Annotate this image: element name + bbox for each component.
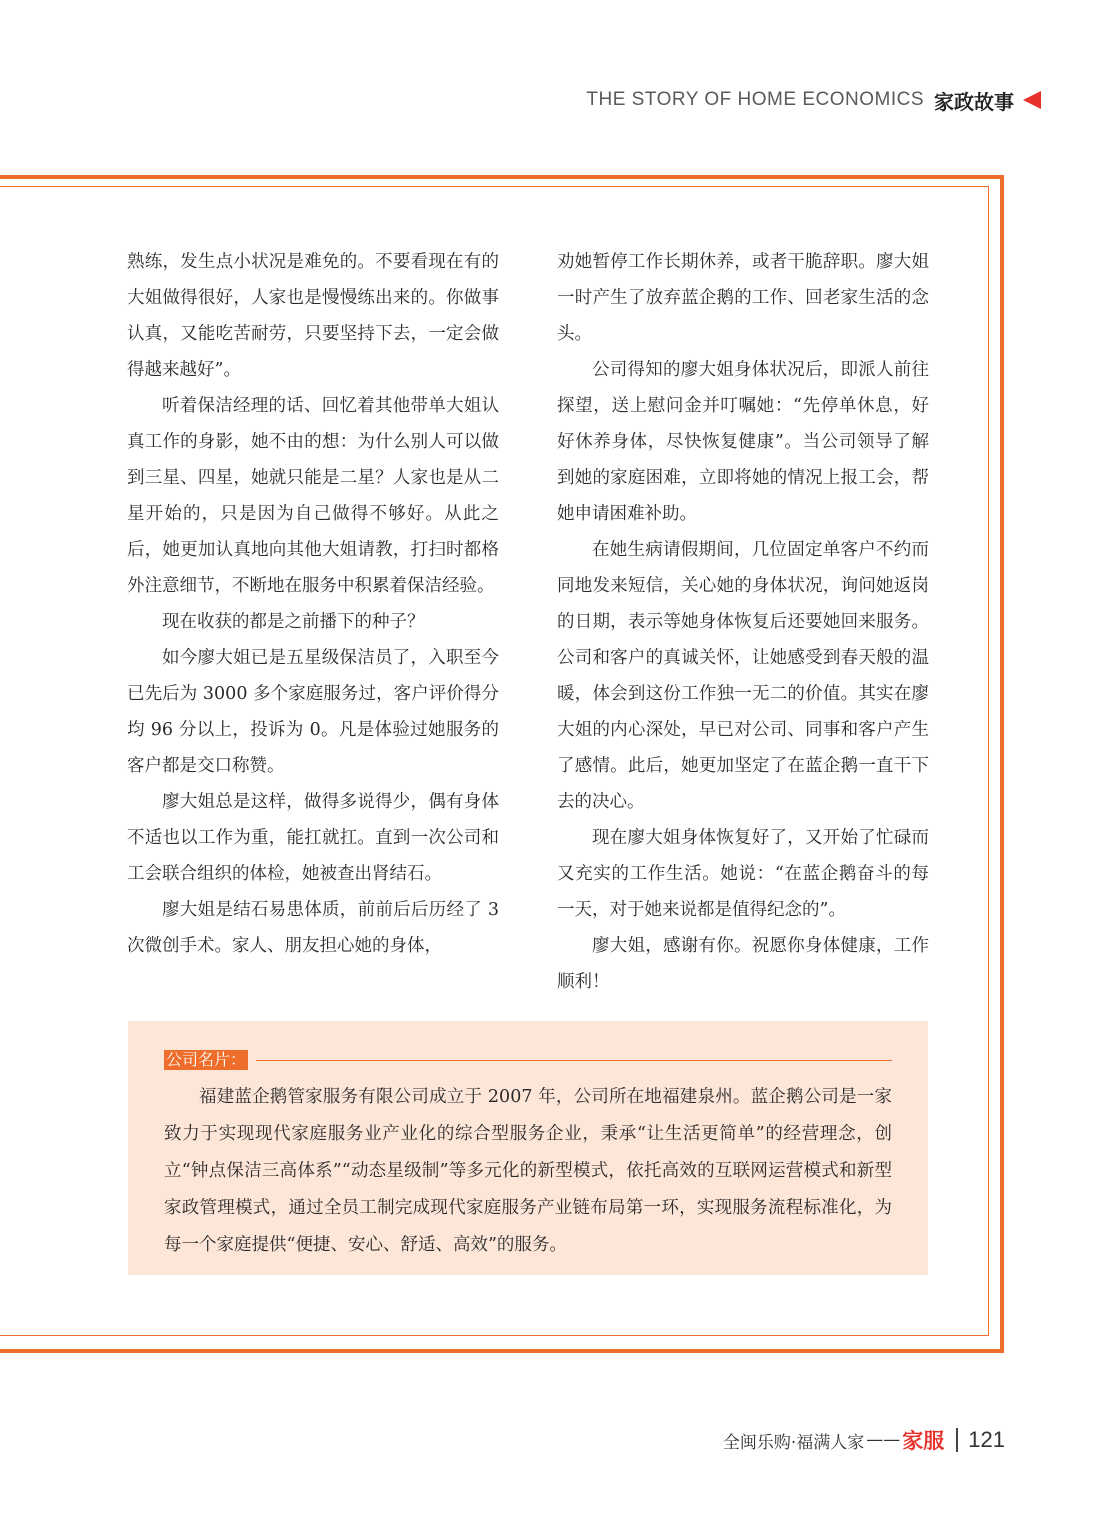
page-number: 121 xyxy=(968,1427,1005,1452)
company-card-body: 福建蓝企鹅管家服务有限公司成立于 2007 年，公司所在地福建泉州。蓝企鹅公司是一家致力于实现现代家庭服务业产业化的综合型服务企业，秉承“让生活更简单”的经营理念，创立“钟点保洁三高体系”“动态星级制”等多元化的新型模式，依托高效的互联网运营模式和新型家政管理模式，通过全员工制完成现代家庭服务产业链布局第一环，实现服务流程标准化，为每一个家庭提供“便捷、安心、舒适、高效”的服务。 xyxy=(164,1087,892,1255)
article-left-column xyxy=(127,244,499,964)
page-footer xyxy=(723,1424,1005,1456)
footer-slogan: 全闽乐购·福满人家 xyxy=(722,1432,865,1453)
paragraph: 廖大姐是结石易患体质，前前后后历经了 3 次微创手术。家人、朋友担心她的身体， xyxy=(127,900,499,956)
paragraph: 廖大姐总是这样，做得多说得少，偶有身体不适也以工作为重，能扛就扛。直到一次公司和工会联合组织的体检，她被查出肾结石。 xyxy=(127,792,499,884)
footer-dash: —— xyxy=(866,1430,901,1450)
paragraph: 如今廖大姐已是五星级保洁员了，入职至今已先后为 3000 多个家庭服务过，客户评价得分均 96 分以上，投诉为 0。凡是体验过她服务的客户都是交口称赞。 xyxy=(127,648,499,776)
divider xyxy=(256,1060,892,1061)
company-card-label: 公司名片： xyxy=(166,1050,247,1069)
article-right-column xyxy=(557,244,929,1000)
triangle-arrow-icon xyxy=(1023,91,1041,109)
divider xyxy=(956,1428,958,1452)
header-english-title: THE STORY OF HOME ECONOMICS xyxy=(586,89,924,110)
company-card xyxy=(128,1021,928,1275)
paragraph: 在她生病请假期间，几位固定单客户不约而同地发来短信，关心她的身体状况，询问她返岗的日期，表示等她身体恢复后还要她回来服务。公司和客户的真诚关怀，让她感受到春天般的温暖，体会到这份工作独一无二的价值。其实在廖大姐的内心深处，早已对公司、同事和客户产生了感情。此后，她更加坚定了在蓝企鹅一直干下去的决心。 xyxy=(557,540,929,812)
footer-brand: 家服 xyxy=(902,1429,945,1453)
running-header xyxy=(586,84,1014,116)
paragraph: 听着保洁经理的话、回忆着其他带单大姐认真工作的身影，她不由的想：为什么别人可以做到三星、四星，她就只能是二星？人家也是从二星开始的，只是因为自己做得不够好。从此之后，她更加认真地向其他大姐请教，打扫时都格外注意细节，不断地在服务中积累着保洁经验。 xyxy=(127,396,499,596)
paragraph: 熟练，发生点小状况是难免的。不要看现在有的大姐做得很好，人家也是慢慢练出来的。你做事认真，又能吃苦耐劳，只要坚持下去，一定会做得越来越好”。 xyxy=(127,252,499,380)
paragraph: 廖大姐，感谢有你。祝愿你身体健康，工作顺利！ xyxy=(557,936,929,992)
company-card-header xyxy=(164,1050,892,1070)
paragraph: 公司得知的廖大姐身体状况后，即派人前往探望，送上慰问金并叮嘱她：“先停单休息，好好休养身体，尽快恢复健康”。当公司领导了解到她的家庭困难，立即将她的情况上报工会，帮她申请困难补助。 xyxy=(557,360,929,524)
paragraph: 现在收获的都是之前播下的种子？ xyxy=(162,612,425,632)
header-section-title: 家政故事 xyxy=(934,89,1014,114)
paragraph: 劝她暂停工作长期休养，或者干脆辞职。廖大姐一时产生了放弃蓝企鹅的工作、回老家生活的念头。 xyxy=(557,252,929,344)
paragraph: 现在廖大姐身体恢复好了，又开始了忙碌而又充实的工作生活。她说：“在蓝企鹅奋斗的每一天，对于她来说都是值得纪念的”。 xyxy=(557,828,929,920)
